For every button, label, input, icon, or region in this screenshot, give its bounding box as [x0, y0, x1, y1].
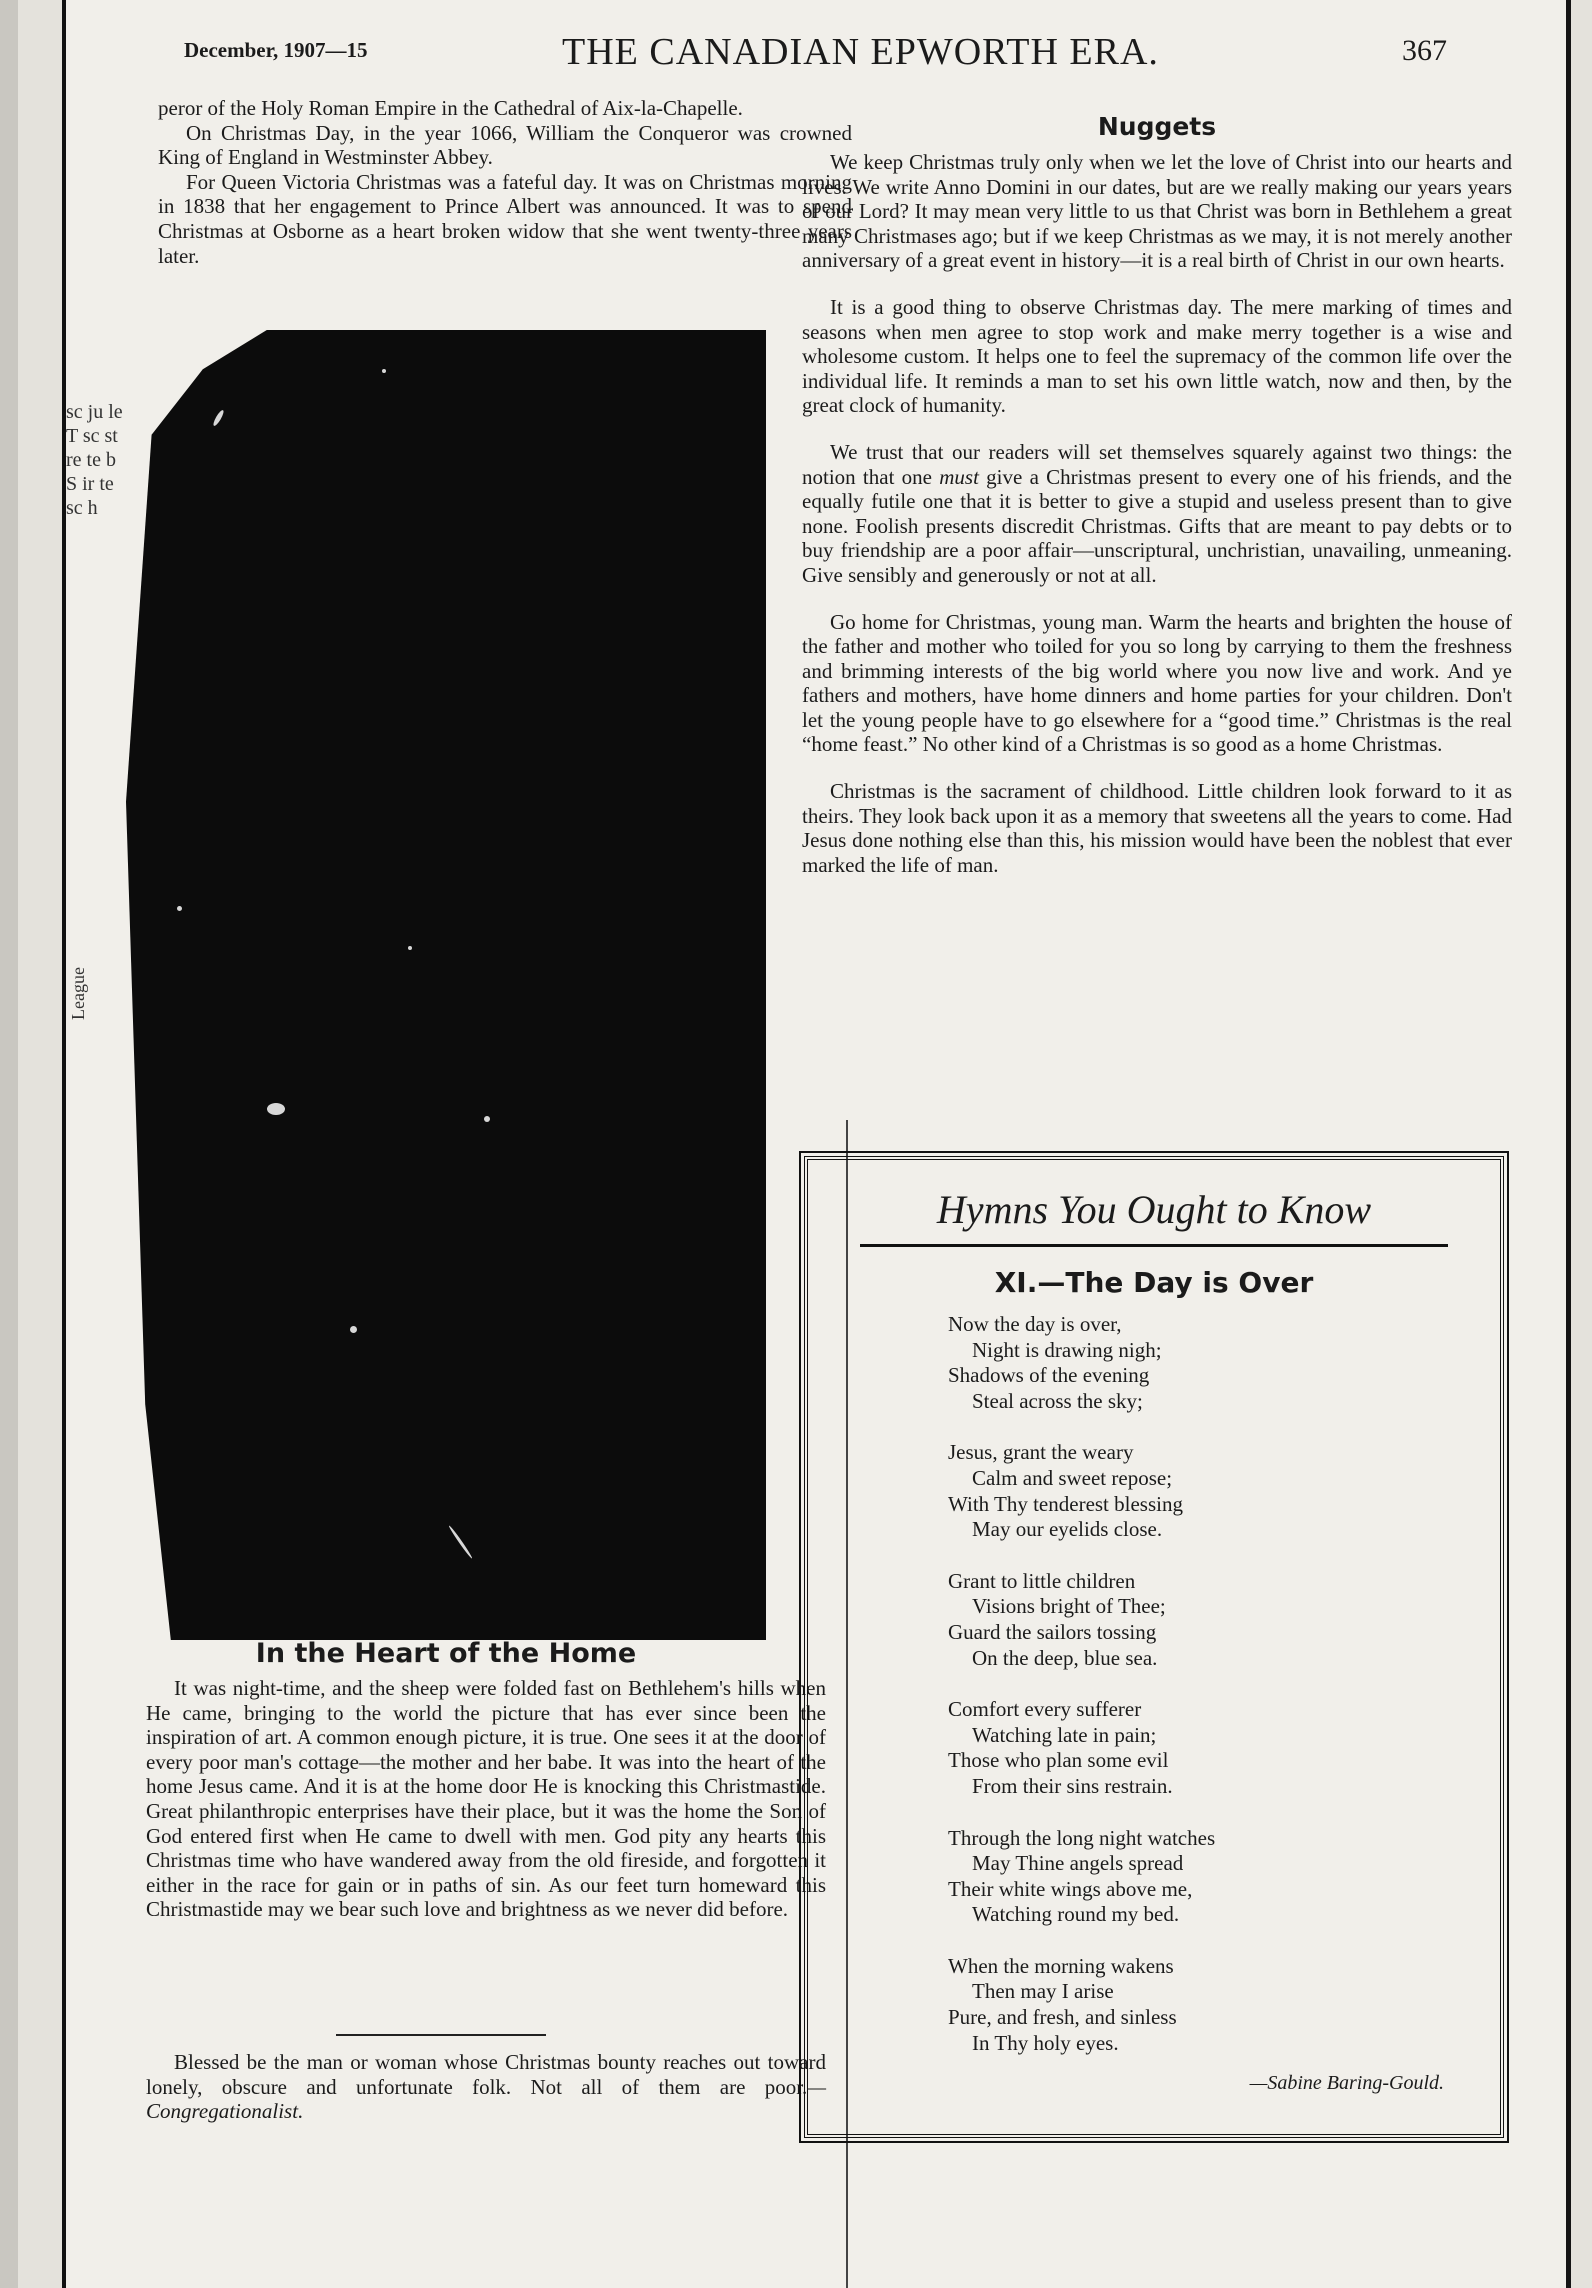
nugget-text: give a Christmas present to every one of his friends, and the equally futile one that it is better to give a stupid and useless present than to give none. Foolish presents discredit Christmas. Gifts that are meant to pay debts or to buy friendship are a poor affair—unscriptural, unchristian, unavailing, unmeaning. Give sensibly and generously or not at all. [802, 464, 1513, 587]
hymn-author: —Sabine Baring-Gould. [1249, 2072, 1444, 2094]
issue-date: December, 1907—15 [184, 38, 368, 62]
nugget-paragraph: We keep Christmas truly only when we let the love of Christ into our hearts and lives. We write Anno Domini in our dates, but are we really making our years years of our Lord? It may mean very little to us that Christ was born in Bethlehem a great many Christmases ago; but if we keep Christmas as we may, it is not merely another anniversary of a great event in history—it is a real birth of Christ in our own hearts. [802, 150, 1512, 273]
photo-speck [382, 369, 386, 373]
photo-speck [267, 1103, 285, 1115]
verse-line: Calm and sweet repose; [972, 1465, 1173, 1490]
verse-line: Then may I arise [972, 1979, 1114, 2004]
verse-line: Through the long night watches [948, 1825, 1216, 1850]
heart-article [146, 1676, 826, 1922]
page-edge-right [1566, 0, 1571, 2288]
stanza [948, 1440, 1468, 1542]
nuggets-heading: Nuggets [1097, 112, 1217, 141]
page-header [66, 30, 1566, 90]
stanza [948, 1312, 1468, 1414]
nuggets-column [802, 150, 1512, 899]
verse-line: Visions bright of Thee; [972, 1594, 1166, 1619]
nugget-paragraph: Christmas is the sacrament of childhood. Little children look forward to it as theirs. They look back upon it as a memory that sweetens all the years to come. Had Jesus done nothing else than this, his mission would have been the noblest that ever marked the life of man. [802, 779, 1512, 877]
heart-paragraph: It was night-time, and the sheep were folded fast on Bethlehem's hills when He came, bringing to the world the picture that has ever since been the inspiration of art. A common enough picture, it is true. One sees it at the door of every poor man's cottage—the mother and her babe. It was into the heart of the home Jesus came. And it is at the home door He is knocking this Christmastide. Great philanthropic enterprises have their place, but it was the home the Son of God entered first when He came to dwell with men. God pity any hearts this Christmas time who have wandered away from the old fireside, and forgotten it either in the race for gain or in paths of sin. As our feet turn homeward this Christmastide may we bear such love and brightness as we never did before. [146, 1676, 826, 1922]
verse-line: May our eyelids close. [972, 1517, 1163, 1542]
nugget-paragraph [802, 440, 1512, 588]
hymn-subtitle: XI.—The Day is Over [994, 1266, 1314, 1299]
publication-title: THE CANADIAN EPWORTH ERA. [562, 31, 1159, 73]
photo-speck [211, 409, 224, 427]
left-column-top-text [158, 96, 852, 268]
verse-line: Pure, and fresh, and sinless [948, 2005, 1177, 2030]
blessed-text: Blessed be the man or woman whose Christmas bounty reaches out toward lonely, obscure and unfortunate folk. Not all of them are poor. [146, 2050, 826, 2099]
verse-line: Now the day is over, [948, 1312, 1122, 1336]
torn-column-fragment: sc ju le T sc st re te b S ir te sc h [66, 401, 123, 519]
photo-speck [484, 1116, 490, 1122]
nugget-paragraph: Go home for Christmas, young man. Warm the hearts and brighten the house of the father and mother who toiled for you so long by carrying to them the freshness and brimming interests of the big world where you now live and work. And ye fathers and mothers, have home dinners and home parties for your children. Don't let the young people have to go elsewhere for a “good time.” Christmas is the real “home feast.” No other kind of a Christmas is so good as a home Christmas. [802, 609, 1512, 757]
verse-line: May Thine angels spread [972, 1851, 1184, 1876]
verse-line: Grant to little children [948, 1568, 1136, 1593]
verse-line: When the morning wakens [948, 1953, 1174, 1978]
photo-speck [408, 946, 412, 950]
verse-line: From their sins restrain. [972, 1773, 1173, 1798]
scan-margin [0, 0, 18, 2288]
nugget-paragraph: It is a good thing to observe Christmas day. The mere marking of times and seasons when men agree to stop work and make merry together is a wise and wholesome custom. It helps one to feel the supremacy of the common life over the individual life. It reminds a man to set his own little watch, now and then, by the great clock of humanity. [802, 294, 1512, 418]
verse-line: Shadows of the evening [948, 1363, 1150, 1388]
verse-line: Steal across the sky; [972, 1388, 1143, 1413]
verse-line: In Thy holy eyes. [972, 2030, 1119, 2055]
title-underline [860, 1244, 1448, 1247]
photo-speck [177, 906, 182, 911]
verse-line: Guard the sailors tossing [948, 1619, 1157, 1644]
hymn-box [804, 1156, 1504, 2138]
verse-line: Those who plan some evil [948, 1748, 1169, 1773]
separator-rule [336, 2034, 546, 2036]
verse-line: Watching late in pain; [972, 1722, 1157, 1747]
verse-line: Jesus, grant the weary [948, 1440, 1134, 1465]
photo-speck [350, 1326, 357, 1333]
paragraph: On Christmas Day, in the year 1066, William the Conqueror was crowned King of England in Westminster Abbey. [158, 120, 852, 170]
verse-line: Comfort every sufferer [948, 1697, 1142, 1722]
emphasis: must [939, 464, 979, 489]
hymn-box-title: Hymns You Ought to Know [936, 1187, 1372, 1232]
verse-line: Their white wings above me, [948, 1876, 1193, 1901]
blessed-quote [146, 2050, 826, 2124]
hymn-stanzas [948, 1312, 1468, 2082]
verse-line: On the deep, blue sea. [972, 1645, 1158, 1670]
verse-line: With Thy tenderest blessing [948, 1491, 1183, 1516]
verse-line: Watching round my bed. [972, 1902, 1180, 1927]
stanza [948, 1569, 1468, 1671]
stanza [948, 1826, 1468, 1928]
quote-source: —Congregationalist. [146, 2074, 826, 2124]
photo-scratch [448, 1525, 473, 1559]
page-number: 367 [1402, 34, 1447, 67]
dark-photograph [126, 330, 766, 1640]
paragraph: For Queen Victoria Christmas was a fateful day. It was on Christmas morning in 1838 that her engagement to Prince Albert was announced. It was to spend Christmas at Osborne as a heart broken widow that she went twenty-three years later. [158, 169, 852, 268]
paragraph: peror of the Holy Roman Empire in the Cathedral of Aix-la-Chapelle. [158, 96, 743, 120]
magazine-page [66, 0, 1566, 2288]
nugget-text: We trust that our readers will set themselves squarely against two things: the notion that one [802, 439, 1512, 489]
stanza [948, 1954, 1468, 2056]
rotated-margin-note: League [68, 967, 88, 1020]
verse-line: Night is drawing nigh; [972, 1337, 1162, 1362]
heart-heading: In the Heart of the Home [255, 1638, 637, 1669]
stanza [948, 1697, 1468, 1799]
